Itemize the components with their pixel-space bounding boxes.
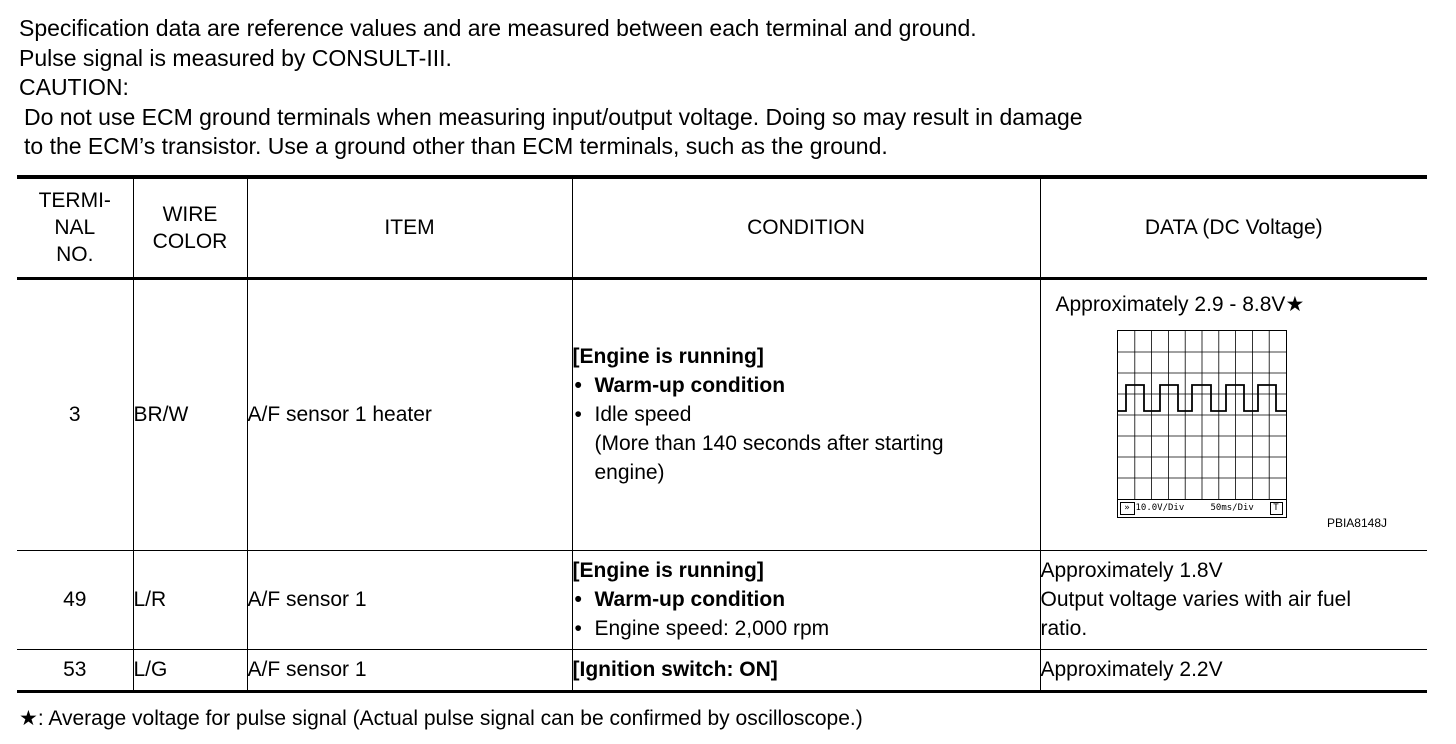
data-cell (1040, 550, 1427, 649)
header-condition: CONDITION (572, 177, 1040, 278)
condition-cell (572, 550, 1040, 649)
terminal-no: 53 (17, 649, 133, 691)
spec-note: Specification data are reference values and are measured between each terminal and ground. (19, 15, 977, 41)
intro-text (19, 14, 1439, 162)
wire-color: L/R (133, 550, 247, 649)
item-name: A/F sensor 1 (247, 649, 572, 691)
footnote (19, 706, 863, 731)
condition-heading: [Engine is running] (572, 559, 764, 582)
wire-color: BR/W (133, 278, 247, 550)
data-note: Output voltage varies with air fuel (1040, 588, 1351, 611)
table-row (17, 278, 1427, 550)
condition-cell (572, 278, 1040, 550)
header-wire-color: WIRE COLOR (133, 177, 247, 278)
condition-bullet: • Warm-up condition (573, 371, 1040, 400)
terminal-spec-table (17, 175, 1427, 693)
footnote-text: : Average voltage for pulse signal (Actual pulse signal can be confirmed by oscilloscope.) (37, 707, 863, 730)
condition-bullet: • Warm-up condition (573, 585, 1040, 614)
header-terminal-no: TERMI- NAL NO. (17, 177, 133, 278)
caution-text-line2: to the ECM’s transistor. Use a ground other than ECM terminals, such as the ground. (24, 133, 888, 159)
condition-cell (572, 649, 1040, 691)
pulse-note: Pulse signal is measured by CONSULT-III. (19, 44, 452, 71)
item-name: A/F sensor 1 heater (247, 278, 572, 550)
data-cell (1040, 278, 1427, 550)
star-icon: ★ (1285, 292, 1305, 316)
scope-arrow-icon: » (1120, 502, 1135, 515)
volt-div: 10.0V/Div (1135, 502, 1185, 513)
table-header-row (17, 177, 1427, 278)
oscilloscope-settings (1118, 499, 1286, 517)
condition-bullet: • Engine speed: 2,000 rpm (573, 614, 1040, 643)
oscilloscope-grid (1118, 331, 1286, 499)
oscilloscope-figure (1117, 330, 1287, 518)
terminal-no: 3 (17, 278, 133, 550)
condition-heading: [Ignition switch: ON] (572, 658, 778, 681)
table-row (17, 649, 1427, 691)
time-div: 50ms/Div (1210, 502, 1254, 513)
star-icon: ★ (19, 707, 38, 730)
trigger-box: T (1270, 502, 1283, 515)
condition-bullet: • Idle speed (More than 140 seconds after starting engine) (573, 400, 1040, 487)
caution-label: CAUTION: (19, 74, 129, 100)
wire-color: L/G (133, 649, 247, 691)
table-row (17, 550, 1427, 649)
data-note: ratio. (1040, 617, 1088, 640)
figure-id: PBIA8148J (1326, 515, 1387, 530)
data-value: Approximately 1.8V (1040, 559, 1223, 582)
data-value: Approximately 2.9 - 8.8V★ (1055, 292, 1305, 316)
data-value: Approximately 2.2V (1040, 658, 1223, 681)
terminal-no: 49 (17, 550, 133, 649)
item-name: A/F sensor 1 (247, 550, 572, 649)
caution-text-line1: Do not use ECM ground terminals when measuring input/output voltage. Doing so may result in damage (24, 103, 1083, 130)
data-cell (1040, 649, 1427, 691)
header-item: ITEM (247, 177, 572, 278)
header-data: DATA (DC Voltage) (1040, 177, 1427, 278)
condition-heading: [Engine is running] (572, 345, 764, 368)
